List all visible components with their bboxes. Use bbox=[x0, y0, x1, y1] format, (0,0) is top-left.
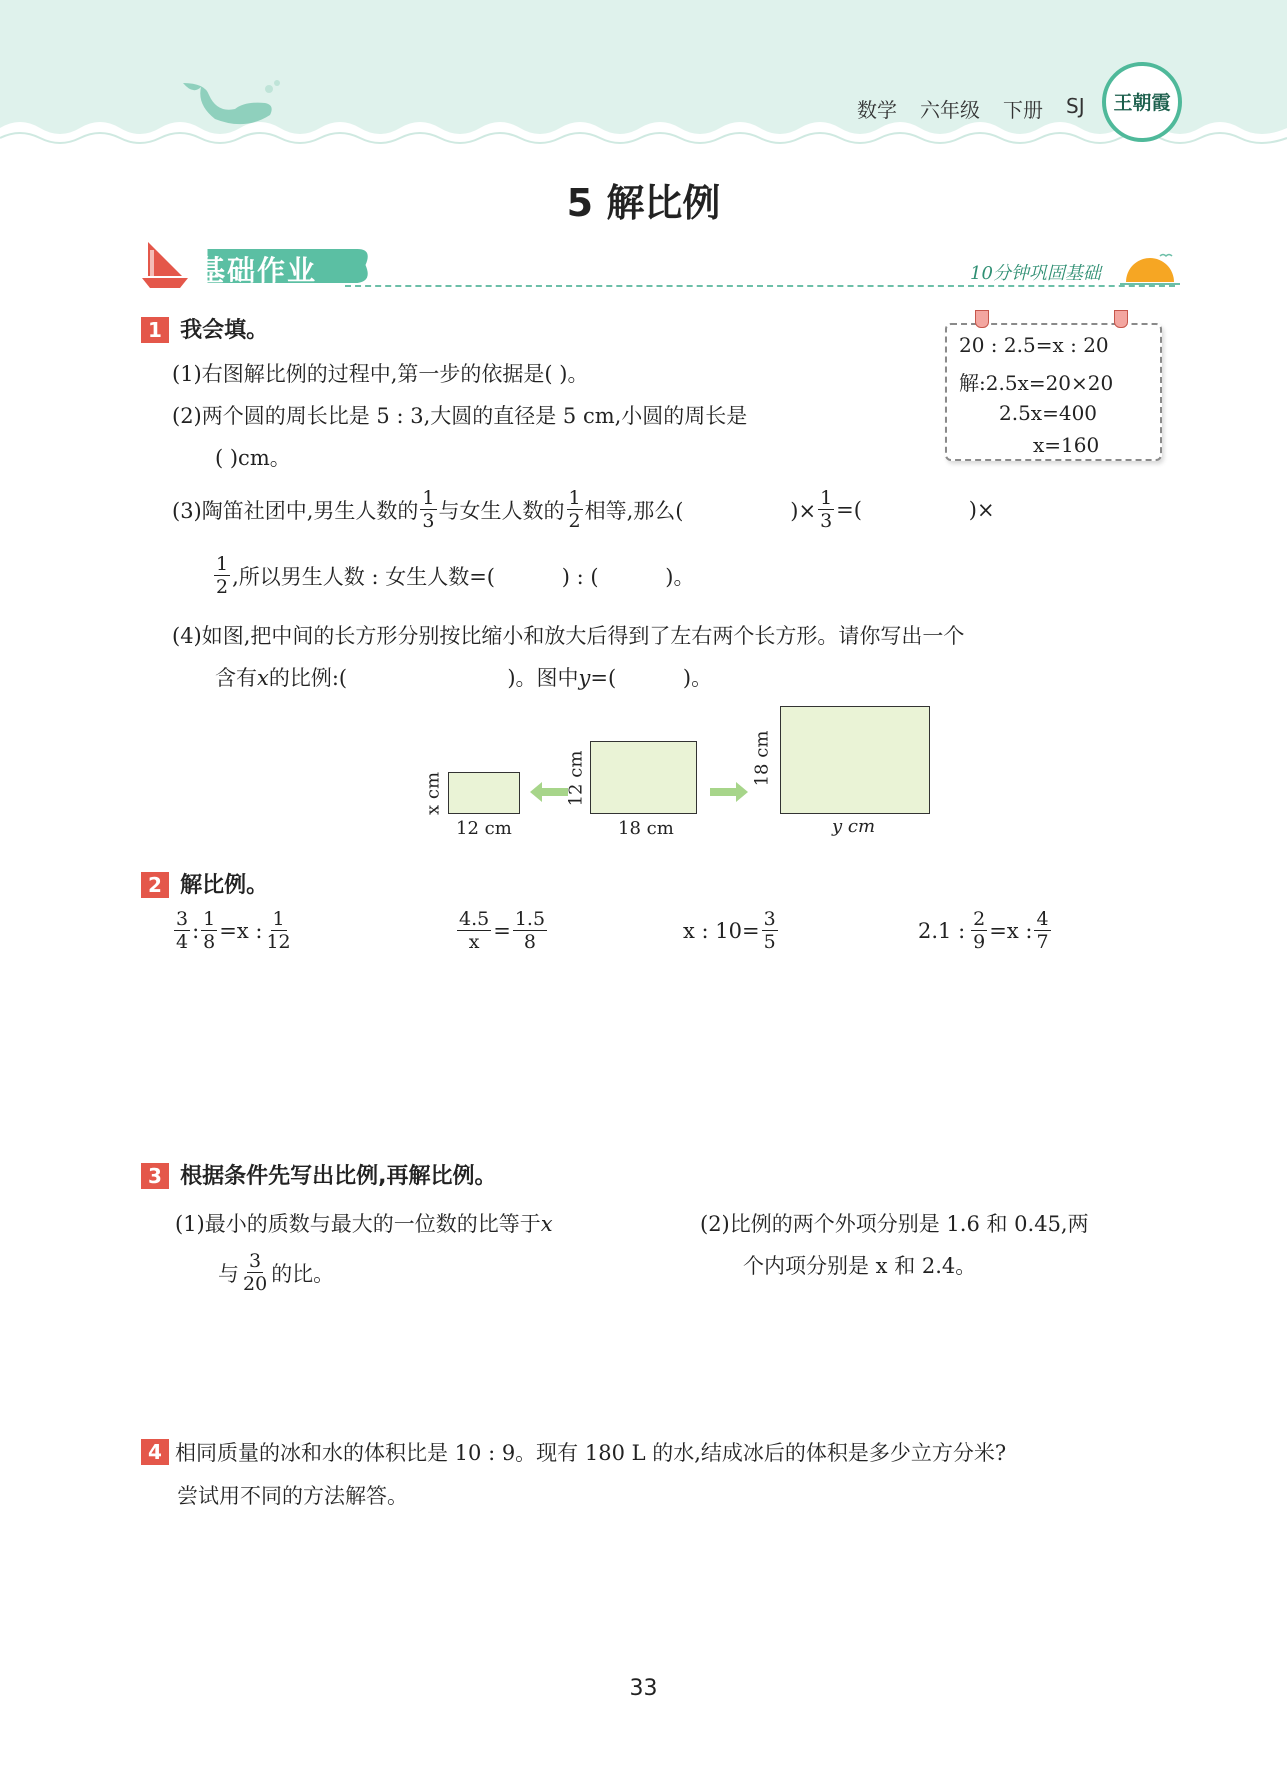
middle-rect-height: 12 cm bbox=[565, 750, 587, 807]
q1-part4b: 含有x的比例:( )。图中y=( )。 bbox=[215, 666, 713, 690]
middle-rect-width: 18 cm bbox=[618, 818, 674, 839]
edition-label: SJ bbox=[1066, 94, 1085, 118]
whale-icon bbox=[175, 75, 285, 135]
q3-header bbox=[141, 1159, 496, 1190]
q2-equation-1: $\frac{3}{4}$ : $\frac{1}{8}$ =x : $\frac{1}{12}$ bbox=[176, 908, 291, 953]
page-number: 33 bbox=[629, 1676, 658, 1701]
q1-p3-text-b: 与女生人数的 bbox=[438, 498, 565, 523]
section-slogan: 10分钟巩固基础 bbox=[970, 263, 1101, 284]
q3-part1-line2: 与 $\frac{3}{20}$ 的比。 bbox=[218, 1250, 335, 1295]
enlarge-arrow-icon bbox=[708, 780, 748, 804]
solution-box bbox=[945, 323, 1162, 461]
q1-part2b: ( )cm。 bbox=[215, 446, 291, 470]
subject-label: 数学 bbox=[857, 98, 897, 122]
q2-equation-2: $\frac{4.5}{x}$ = $\frac{1.5}{8}$ bbox=[459, 908, 546, 953]
q2-number: 2 bbox=[141, 872, 169, 898]
grade-label: 六年级 bbox=[920, 98, 980, 122]
page-title: 5 解比例 bbox=[566, 181, 721, 225]
large-rectangle bbox=[780, 706, 930, 814]
q4-line2: 尝试用不同的方法解答。 bbox=[177, 1484, 408, 1508]
q2-equation-4: 2.1 : $\frac{2}{9}$ =x : $\frac{4}{7}$ bbox=[918, 908, 1049, 953]
q3-title: 根据条件先写出比例,再解比例。 bbox=[180, 1164, 497, 1189]
q1-part2a: (2)两个圆的周长比是 5 : 3,大圆的直径是 5 cm,小圆的周长是 bbox=[172, 404, 748, 428]
q4-number: 4 bbox=[141, 1439, 169, 1465]
q1-number: 1 bbox=[141, 317, 169, 343]
box-line-2: 解:2.5x=20×20 bbox=[959, 371, 1114, 395]
q4-line1: 相同质量的冰和水的体积比是 10 : 9。现有 180 L 的水,结成冰后的体积是多少立方分米? bbox=[175, 1441, 1007, 1465]
q1-p3-text-e: ,所以男生人数 : 女生人数=( ) : ( )。 bbox=[232, 564, 695, 589]
q2-equation-3: x : 10= $\frac{3}{5}$ bbox=[683, 908, 776, 953]
q1-part3-line1 bbox=[172, 487, 995, 532]
middle-rectangle bbox=[590, 741, 697, 814]
large-rect-height: 18 cm bbox=[751, 730, 773, 787]
q1-p3-frac2: $\frac{1}{2}$ bbox=[568, 487, 581, 532]
q2-header bbox=[141, 868, 268, 899]
q3-number: 3 bbox=[141, 1163, 169, 1189]
sailboat-icon bbox=[140, 240, 190, 290]
q3-part2-line1: (2)比例的两个外项分别是 1.6 和 0.45,两 bbox=[700, 1212, 1089, 1236]
pin-left-icon bbox=[975, 310, 989, 328]
section-banner: 基础作业 bbox=[197, 254, 318, 287]
box-line-1: 20 : 2.5=x : 20 bbox=[959, 333, 1109, 357]
volume-label: 下册 bbox=[1003, 98, 1043, 122]
large-rect-width: y cm bbox=[832, 816, 876, 837]
q1-p3-text-c: 相等,那么( )× bbox=[584, 498, 817, 523]
sunrise-icon bbox=[1120, 250, 1180, 290]
box-line-4: x=160 bbox=[1033, 433, 1100, 457]
q2-title: 解比例。 bbox=[180, 873, 269, 898]
q1-part4a: (4)如图,把中间的长方形分别按比缩小和放大后得到了左右两个长方形。请你写出一个 bbox=[172, 624, 965, 648]
q1-p3-text-d: =( )× bbox=[836, 497, 995, 522]
rectangles-figure bbox=[420, 700, 940, 840]
q4-header bbox=[141, 1437, 1006, 1467]
q1-header bbox=[141, 313, 268, 344]
small-rectangle bbox=[448, 772, 520, 814]
q1-part1: (1)右图解比例的过程中,第一步的依据是( )。 bbox=[172, 362, 589, 386]
q1-p3-text-a: (3)陶笛社团中,男生人数的 bbox=[172, 498, 419, 523]
q1-p3-frac1: $\frac{1}{3}$ bbox=[422, 487, 435, 532]
small-rect-height: x cm bbox=[422, 771, 444, 816]
shrink-arrow-icon bbox=[530, 780, 570, 804]
q1-p3-frac4: $\frac{1}{2}$ bbox=[216, 553, 229, 598]
q1-p3-frac3: $\frac{1}{3}$ bbox=[820, 487, 833, 532]
brand-logo: 王朝霞 bbox=[1102, 62, 1182, 142]
pin-right-icon bbox=[1114, 310, 1128, 328]
q3-part2-line2: 个内项分别是 x 和 2.4。 bbox=[743, 1254, 977, 1278]
q3-part1-line1: (1)最小的质数与最大的一位数的比等于x bbox=[175, 1212, 553, 1236]
section-divider bbox=[345, 285, 1175, 287]
q1-part3-line2 bbox=[212, 553, 695, 598]
q1-title: 我会填。 bbox=[180, 318, 269, 343]
small-rect-width: 12 cm bbox=[456, 818, 512, 839]
box-line-3: 2.5x=400 bbox=[999, 401, 1098, 425]
